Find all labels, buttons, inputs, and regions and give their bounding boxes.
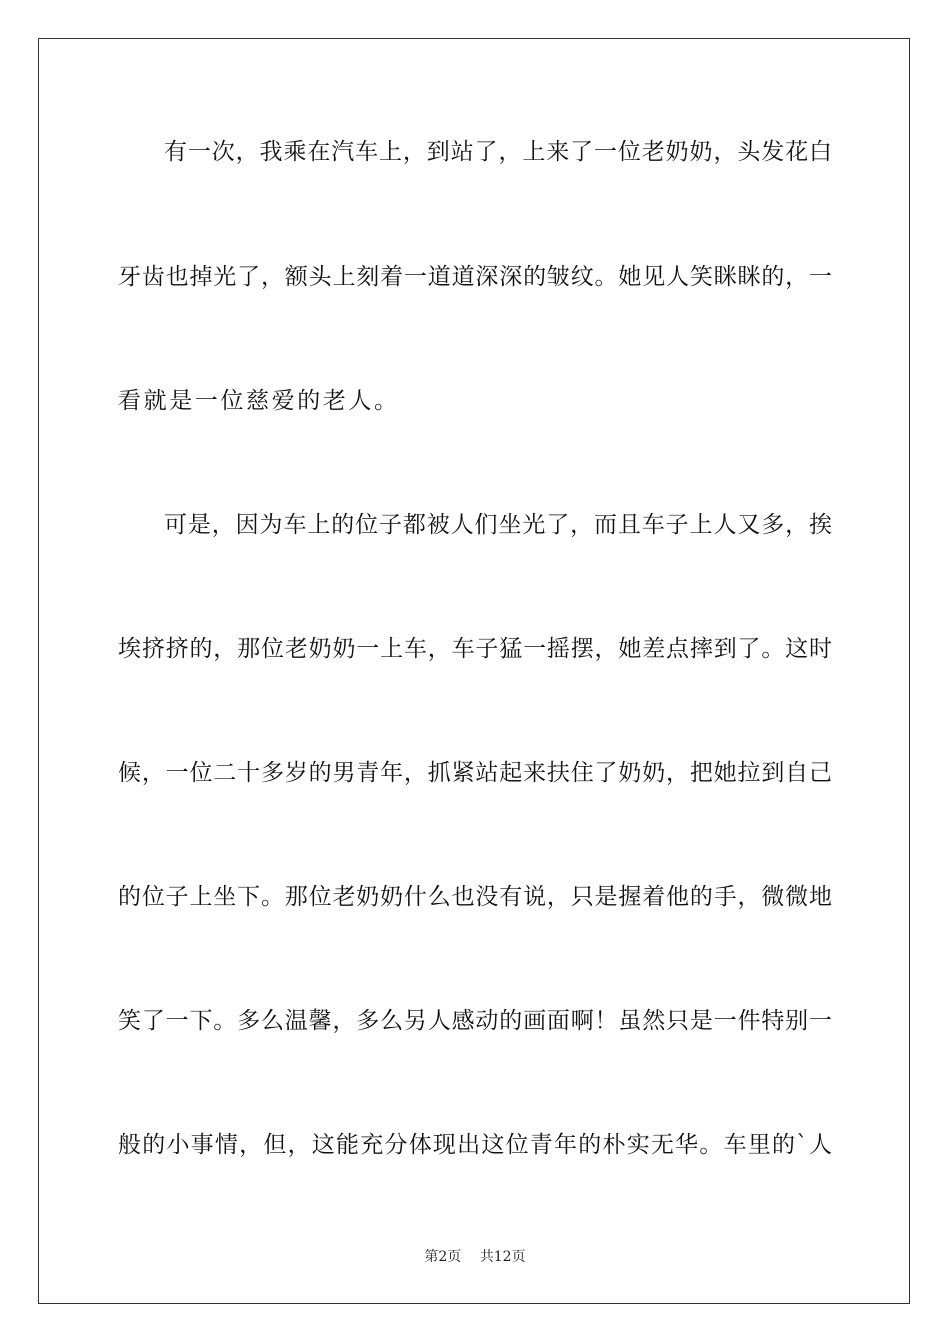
- paragraph-2-line-1: 可是，因为车上的位子都被人们坐光了，而且车子上人又多，挨: [164, 512, 832, 538]
- page-border: [38, 38, 910, 1304]
- paragraph-1-line-1: 有一次，我乘在汽车上，到站了，上来了一位老奶奶，头发花白: [164, 139, 832, 165]
- paragraph-2-line-6: 般的小事情，但，这能充分体现出这位青年的朴实无华。车里的`人: [118, 1132, 832, 1158]
- paragraph-2-line-5: 笑了一下。多么温馨，多么另人感动的画面啊！虽然只是一件特别一: [118, 1008, 832, 1034]
- paragraph-2-line-2: 埃挤挤的，那位老奶奶一上车，车子猛一摇摆，她差点摔到了。这时: [118, 636, 832, 662]
- paragraph-1-line-2: 牙齿也掉光了，额头上刻着一道道深深的皱纹。她见人笑眯眯的，一: [118, 264, 832, 290]
- page-number: 第2页: [424, 1249, 462, 1265]
- page-footer: [0, 1248, 950, 1266]
- paragraph-1-line-3: 看就是一位慈爱的老人。: [118, 388, 400, 414]
- paragraph-2-line-4: 的位子上坐下。那位老奶奶什么也没有说，只是握着他的手，微微地: [118, 884, 832, 910]
- total-pages: 共12页: [479, 1249, 526, 1265]
- paragraph-2-line-3: 候，一位二十多岁的男青年，抓紧站起来扶住了奶奶，把她拉到自己: [118, 760, 832, 786]
